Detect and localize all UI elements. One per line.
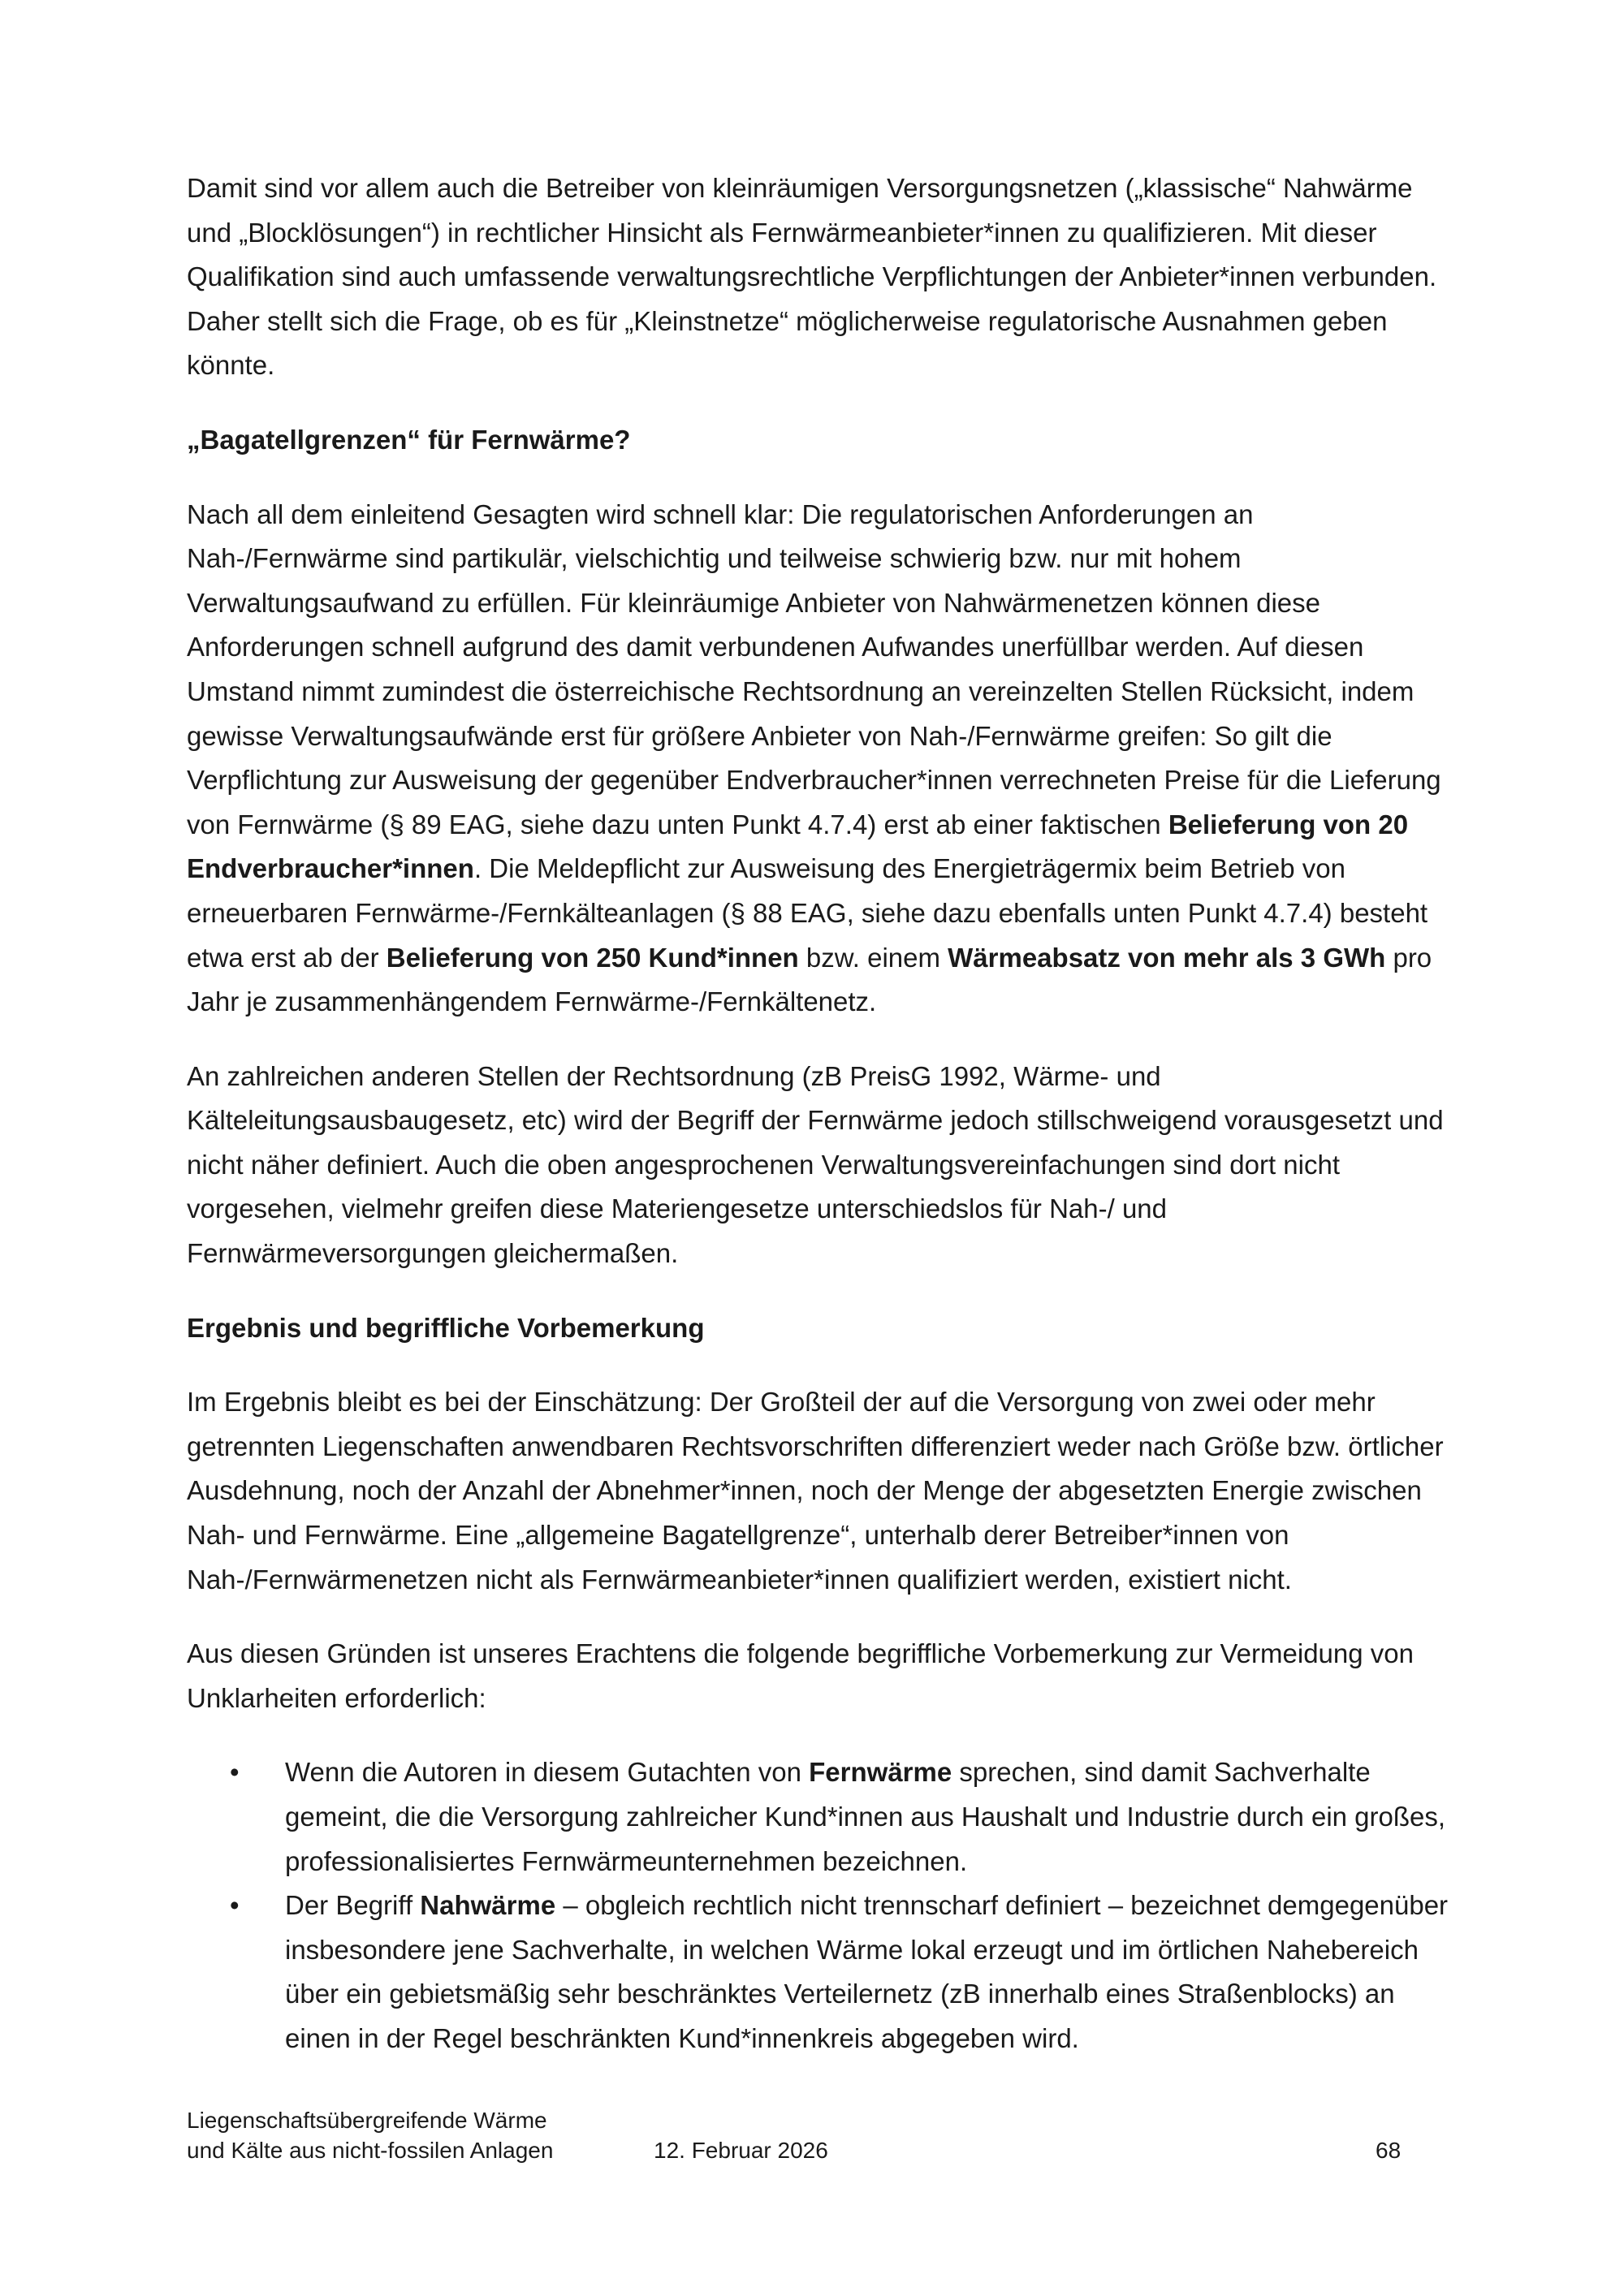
bold-text: Belieferung von 250 Kund*innen [386,942,799,973]
section-heading-ergebnis: Ergebnis und begriffliche Vorbemerkung [187,1312,705,1343]
paragraph-vorbemerkung: Aus diesen Gründen ist unseres Erachtens die folgende begriffliche Vorbemerkung zur Vermeidung von Unklarheiten erforderlich: [187,1638,1414,1713]
footer-title-line: Liegenschaftsübergreifende Wärme [187,2108,547,2133]
text-span: sprechen, sind damit Sachverhalte gemeint, die die Versorgung zahlreicher Kund*innen aus Haushalt und Industrie durch ein großes, professionalisiertes Fernwärmeunternehmen bezeichnen. [285,1757,1446,1876]
bold-text: Belieferung von 20 Endverbraucher*innen [187,809,1409,884]
text-span: – obgleich rechtlich nicht trennscharf definiert – bezeichnet demgegenüber insbesondere jene Sachverhalte, in welchen Wärme lokal erzeugt und im örtlichen Nahebereich über ein gebietsmäßig sehr beschränktes Verteilernetz (zB innerhalb eines Straßenblocks) an einen in der Regel beschränkten Kund*innenkreis abgegeben wird. [285,1890,1449,2053]
bold-text: Nahwärme [420,1890,556,1921]
footer-page-number: 68 [1376,2138,1402,2163]
text-span: Wenn die Autoren in diesem Gutachten von [285,1757,810,1788]
text-span: . Die Meldepflicht zur Ausweisung des Energieträgermix beim Betrieb von erneuerbaren Fernwärme-/Fernkälteanlagen (§ 88 EAG, siehe dazu ebenfalls unten Punkt 4.7.4) besteht etwa erst ab der [187,853,1428,973]
paragraph-intro: Damit sind vor allem auch die Betreiber von kleinräumigen Versorgungsnetzen („klassische“ Nahwärme und „Blocklösungen“) in rechtlicher Hinsicht als Fernwärmeanbieter*innen zu qualifizieren. Mit dieser Qualifikation sind auch umfassende verwaltungsrechtliche Verpflichtungen der Anbieter*innen verbunden. Daher stellt sich die Frage, ob es für „Kleinstnetze“ möglicherweise regulatorische Ausnahmen geben könnte. [187,173,1437,381]
bullet-icon: • [230,1757,240,1788]
bold-text: Wärmeabsatz von mehr als 3 GWh [948,942,1386,973]
section-heading-bagatellgrenzen: „Bagatellgrenzen“ für Fernwärme? [187,424,631,455]
paragraph-bagatellgrenzen [187,493,1453,1025]
text-span: pro Jahr je zusammenhängendem Fernwärme-/Fernkältenetz. [187,942,1432,1017]
list-item-nahwaerme [187,1884,1453,2061]
page-body [187,166,1453,2061]
footer-title-line: und Kälte aus nicht-fossilen Anlagen [187,2138,554,2163]
footer-document-title [187,2105,609,2165]
text-span: Nach all dem einleitend Gesagten wird schnell klar: Die regulatorischen Anforderungen an Nah-/Fernwärme sind partikulär, vielschichtig und teilweise schwierig bzw. nur mit hohem Verwaltungsaufwand zu erfüllen. Für kleinräumige Anbieter von Nahwärmenetzen können diese Anforderungen schnell aufgrund des damit verbundenen Aufwandes unerfüllbar werden. Auf diesen Umstand nimmt zumindest die österreichische Rechtsordnung an vereinzelten Stellen Rücksicht, indem gewisse Verwaltungsaufwände erst für größere Anbieter von Nah-/Fernwärme greifen: So gilt die Verpflichtung zur Ausweisung der gegenüber Endverbraucher*innen verrechneten Preise für die Lieferung von Fernwärme (§ 89 EAG, siehe dazu unten Punkt 4.7.4) erst ab einer faktischen [187,498,1441,839]
paragraph-ergebnis: Im Ergebnis bleibt es bei der Einschätzung: Der Großteil der auf die Versorgung von zwei oder mehr getrennten Liegenschaften anwendbaren Rechtsvorschriften differenziert weder nach Größe bzw. örtlicher Ausdehnung, noch der Anzahl der Abnehmer*innen, noch der Menge der abgesetzten Energie zwischen Nah- und Fernwärme. Eine „allgemeine Bagatellgrenze“, unterhalb derer Betreiber*innen von Nah-/Fernwärmenetzen nicht als Fernwärmeanbieter*innen qualifiziert werden, existiert nicht. [187,1387,1444,1595]
list-item-fernwaerme [187,1750,1453,1884]
definition-list [187,1750,1453,2061]
text-span: Der Begriff [285,1890,421,1921]
footer-date: 12. Februar 2026 [654,2138,828,2163]
bullet-icon: • [230,1890,240,1921]
text-span: bzw. einem [798,942,948,973]
bold-text: Fernwärme [809,1757,952,1788]
paragraph-rechtsordnung: An zahlreichen anderen Stellen der Rechtsordnung (zB PreisG 1992, Wärme- und Kälteleitungsausbaugesetz, etc) wird der Begriff der Fernwärme jedoch stillschweigend vorausgesetzt und nicht näher definiert. Auch die oben angesprochenen Verwaltungsvereinfachungen sind dort nicht vorgesehen, vielmehr greifen diese Materiengesetze unterschiedslos für Nah-/ und Fernwärmeversorgungen gleichermaßen. [187,1060,1444,1269]
